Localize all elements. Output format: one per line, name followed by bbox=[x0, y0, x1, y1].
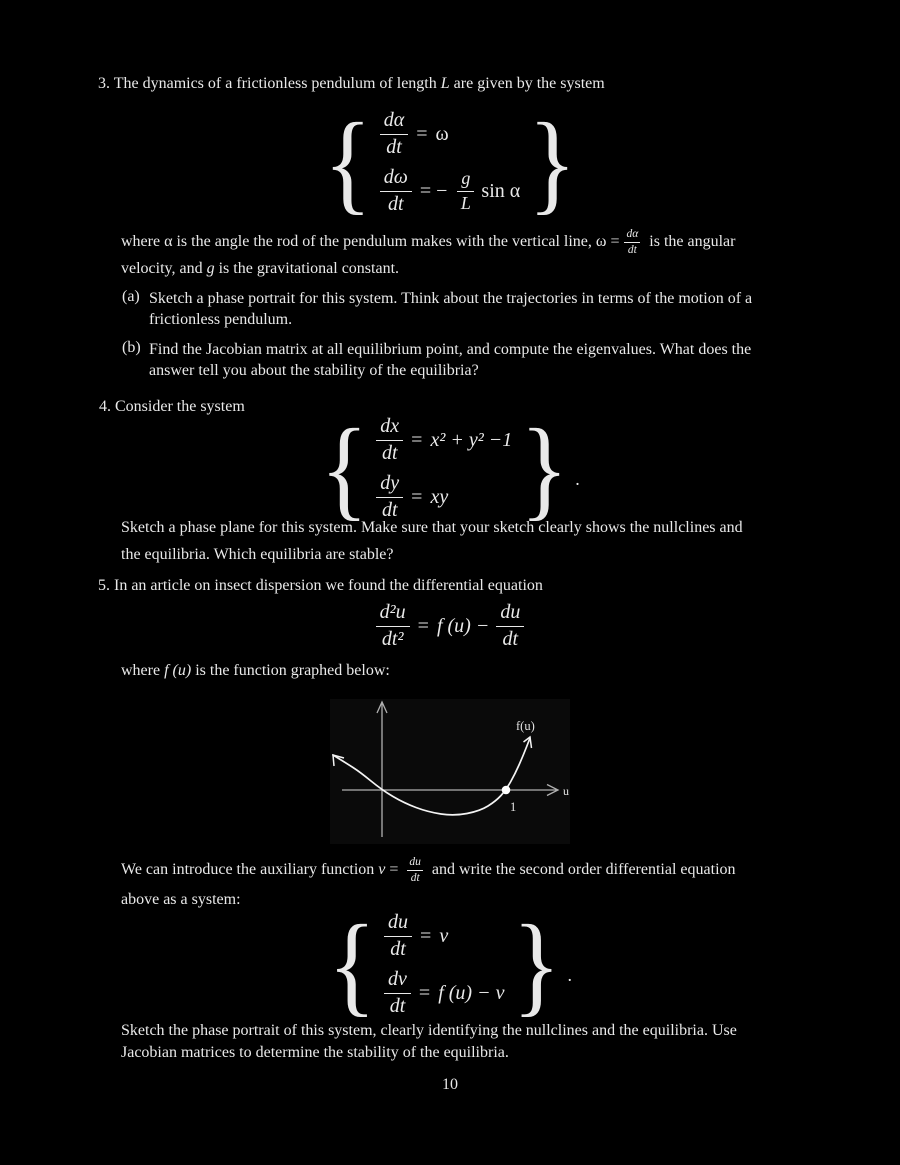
rhs-expression: f (u) − v bbox=[438, 981, 505, 1004]
fraction: $\frac{d\omega}{dt}$ bbox=[380, 167, 412, 215]
text-line: Sketch a phase plane for this system. Make sure that your sketch clearly shows the nullclines and bbox=[121, 519, 743, 536]
page-number: 10 bbox=[442, 1076, 458, 1093]
equals-sign: = bbox=[418, 981, 431, 1004]
equals-sign: = bbox=[417, 614, 429, 637]
equation-row bbox=[384, 969, 504, 1017]
text-line bbox=[121, 856, 736, 884]
fraction: $\frac{d\alpha}{dt}$ bbox=[380, 110, 409, 158]
x-axis-label: u bbox=[563, 784, 569, 798]
heading-text: 3. The dynamics of a frictionless pendulum of length bbox=[98, 75, 441, 92]
heading-text: are given by the system bbox=[449, 75, 605, 92]
problem4-heading: 4. Consider the system bbox=[99, 398, 245, 415]
text-run: and write the second order differential equation bbox=[427, 860, 736, 878]
problem5-heading: 5. In an article on insect dispersion we found the differential equation bbox=[98, 577, 543, 594]
period: . bbox=[567, 965, 572, 986]
equals-sign: = bbox=[411, 485, 423, 508]
equation-row bbox=[380, 110, 521, 158]
text-run: We can introduce the auxiliary function bbox=[121, 860, 379, 878]
curve-label: f(u) bbox=[516, 719, 535, 733]
item-label: (a) bbox=[122, 288, 140, 305]
text-line: the equilibria. Which equilibria are stable? bbox=[121, 545, 394, 563]
right-brace: } bbox=[528, 99, 577, 225]
right-brace: } bbox=[512, 901, 561, 1027]
text-line: answer tell you about the stability of the equilibria? bbox=[149, 362, 479, 379]
equation-row bbox=[384, 912, 504, 960]
text-line: Jacobian matrices to determine the stability of the equilibria. bbox=[121, 1043, 509, 1061]
text-run: where bbox=[121, 662, 165, 679]
fraction: $\frac{\text{d²u}}{\text{dt²}}$ bbox=[376, 602, 410, 650]
text-line: frictionless pendulum. bbox=[149, 311, 293, 328]
text-run: is the gravitational constant. bbox=[214, 260, 400, 278]
left-brace: { bbox=[328, 901, 377, 1027]
problem5-equation bbox=[0, 602, 900, 650]
equation bbox=[376, 602, 525, 650]
problem3-heading bbox=[98, 75, 605, 93]
text-line bbox=[121, 228, 735, 256]
text-line: above as a system: bbox=[121, 891, 241, 909]
equals-sign: = bbox=[411, 428, 423, 451]
variable-L: L bbox=[440, 75, 450, 92]
text-line: Sketch the phase portrait of this system, clearly identifying the nullclines and the equilibria. Use bbox=[121, 1022, 737, 1039]
period: . bbox=[575, 469, 580, 490]
problem5-aux-paragraph bbox=[121, 856, 736, 909]
fraction: $\frac{dx}{dt}$ bbox=[376, 416, 403, 464]
text-run: is the angular bbox=[645, 232, 736, 250]
equation-row bbox=[376, 416, 512, 464]
rhs-expression: ω bbox=[435, 122, 449, 145]
problem3-system bbox=[0, 99, 900, 225]
equation-row bbox=[380, 167, 521, 215]
fraction: $\frac{dy}{dt}$ bbox=[376, 473, 403, 521]
rhs-expression: x² + y² −1 bbox=[430, 428, 513, 451]
rhs-expression: xy bbox=[430, 485, 449, 508]
rhs-expression: sin α bbox=[481, 179, 521, 202]
text-run: velocity, and bbox=[121, 260, 207, 278]
problem3-item-a bbox=[122, 288, 752, 330]
inline-fraction: $\frac{du}{dt}$ bbox=[409, 856, 421, 884]
inline-fraction: $\frac{d\alpha}{dt}$ bbox=[626, 228, 639, 256]
text-run: where α is the angle the rod of the pendulum makes with the vertical line, ω = bbox=[121, 232, 620, 250]
problem3-item-b bbox=[122, 339, 751, 381]
right-brace: } bbox=[520, 405, 569, 531]
cases-block bbox=[320, 405, 580, 531]
fraction: $\frac{du}{dt}$ bbox=[496, 602, 524, 650]
text-line: Sketch a phase portrait for this system. Think about the trajectories in terms of the motion of a bbox=[149, 290, 753, 307]
variable-v: v bbox=[378, 860, 386, 878]
variable-f-u: f (u) bbox=[164, 662, 192, 679]
problem3-where-paragraph bbox=[121, 228, 735, 282]
equals-sign: = bbox=[385, 860, 403, 878]
cases-block bbox=[328, 901, 572, 1027]
equals-sign: = bbox=[420, 924, 432, 947]
variable-g: g bbox=[206, 260, 215, 278]
left-brace: { bbox=[323, 99, 372, 225]
problem5-closing-text bbox=[121, 1020, 737, 1063]
fraction: $\frac{dv}{dt}$ bbox=[384, 969, 411, 1017]
fu-graph-svg bbox=[330, 699, 570, 844]
left-brace: { bbox=[320, 405, 369, 531]
text-run: is the function graphed below: bbox=[191, 662, 390, 679]
equals-minus-sign: = − bbox=[419, 179, 448, 202]
problem4-text bbox=[121, 515, 743, 568]
fu-graph bbox=[330, 699, 570, 849]
text-line: Find the Jacobian matrix at all equilibrium point, and compute the eigenvalues. What does the bbox=[149, 341, 752, 358]
marked-point-label: 1 bbox=[510, 800, 517, 814]
cases-block bbox=[323, 99, 577, 225]
fraction-g-over-L: $\frac{g}{L}$ bbox=[457, 169, 474, 213]
fraction: $\frac{du}{dt}$ bbox=[384, 912, 412, 960]
mid-expression: f (u) − bbox=[436, 614, 490, 637]
problem5-where-line bbox=[121, 662, 390, 680]
equals-sign: = bbox=[416, 122, 428, 145]
rhs-expression: v bbox=[439, 924, 449, 947]
marked-point bbox=[502, 786, 511, 795]
problem5-system bbox=[0, 901, 900, 1027]
item-label: (b) bbox=[122, 339, 141, 356]
text-line bbox=[121, 256, 735, 282]
